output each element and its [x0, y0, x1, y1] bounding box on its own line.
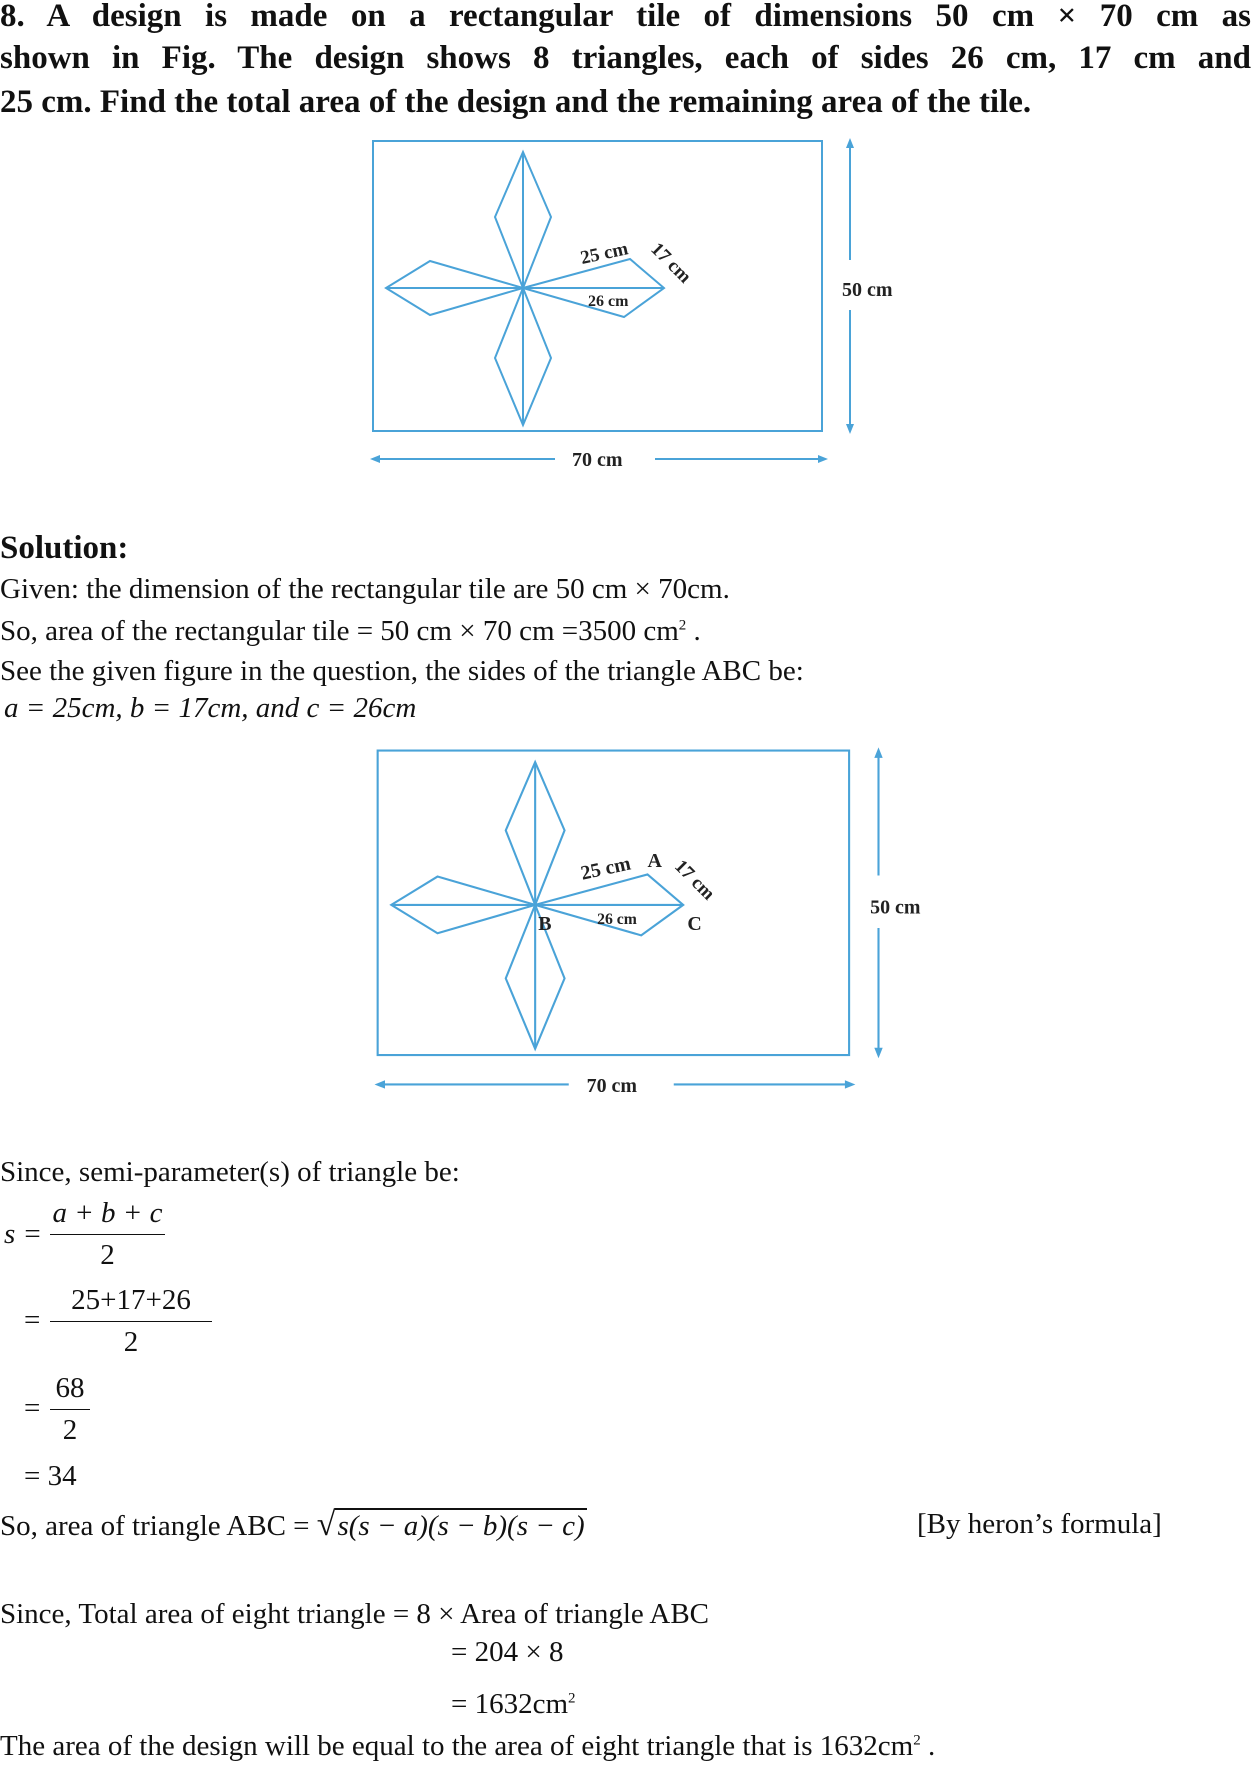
tile-figure-1 — [360, 130, 900, 470]
total-line — [0, 1600, 709, 1629]
tile-area-text — [0, 617, 701, 646]
conclusion — [0, 1732, 935, 1761]
numerator: a + b + c — [52, 1197, 163, 1229]
step-2-value: = 1632cm — [451, 1688, 569, 1720]
numerator: 25+17+26 — [71, 1284, 191, 1316]
s-value: = 34 — [24, 1460, 77, 1492]
label-25cm: 25 cm — [578, 852, 633, 885]
numerator: 68 — [55, 1372, 85, 1404]
fraction-1 — [50, 1197, 165, 1272]
label-50cm: 50 cm — [870, 896, 921, 919]
period: . — [920, 1730, 936, 1762]
semi-perimeter-intro: Since, semi-parameter(s) of triangle be: — [0, 1156, 460, 1188]
label-70cm: 70 cm — [572, 449, 623, 470]
equals: = — [24, 1304, 41, 1336]
sides-values: a = 25cm, b = 17cm, and c = 26cm — [4, 692, 417, 724]
vertex-a: A — [647, 850, 662, 873]
vertex-c: C — [687, 913, 702, 936]
label-70cm: 70 cm — [586, 1074, 637, 1096]
denominator: 2 — [62, 1414, 78, 1446]
question-line-2: shown in Fig. The design shows 8 triangles, each of sides 26 cm, 17 cm and — [0, 40, 1251, 76]
s-label: s = — [4, 1218, 43, 1250]
heron-note: [By heron’s formula] — [917, 1508, 1162, 1540]
fraction-3 — [50, 1372, 90, 1447]
flower-design — [391, 762, 683, 1049]
given-text: Given: the dimension of the rectangular tile are 50 cm × 70cm. — [0, 573, 730, 605]
heron-formula: s(s − a)(s − b)(s − c) — [337, 1510, 585, 1542]
total-lhs: Since, Total area of eight triangle = — [0, 1598, 417, 1630]
tile-figure-2 — [364, 739, 931, 1096]
label-17cm: 17 cm — [670, 855, 719, 905]
fraction-2 — [50, 1284, 212, 1359]
vertex-b: B — [538, 913, 552, 936]
exponent: 2 — [913, 1732, 921, 1749]
step-2 — [451, 1690, 576, 1719]
period: . — [686, 615, 701, 647]
exponent: 2 — [568, 1690, 576, 1707]
tile-area: So, area of the rectangular tile = 50 cm × 70 cm =3500 cm — [0, 615, 679, 647]
tile-rectangle — [373, 141, 822, 431]
flower-design — [386, 152, 664, 425]
denominator: 2 — [123, 1326, 139, 1358]
label-17cm: 17 cm — [646, 238, 696, 288]
question-line-3: 25 cm. Find the total area of the design and the remaining area of the tile. — [0, 84, 1032, 120]
question-line-1: 8. A design is made on a rectangular tile of dimensions 50 cm × 70 cm as — [0, 0, 1251, 34]
solution-heading: Solution: — [0, 530, 129, 566]
sides-intro: See the given figure in the question, the sides of the triangle ABC be: — [0, 655, 804, 687]
label-26cm: 26 cm — [597, 910, 637, 928]
label-25cm: 25 cm — [578, 238, 631, 269]
label-26cm: 26 cm — [588, 293, 629, 310]
total-rhs: 8 × Area of triangle ABC — [416, 1598, 710, 1630]
denominator: 2 — [100, 1239, 115, 1271]
exponent: 2 — [678, 617, 687, 634]
heron-lhs: So, area of triangle ABC = — [0, 1510, 317, 1542]
step-1: = 204 × 8 — [451, 1636, 564, 1668]
heron-line: So, area of triangle ABC = √s(s − a)(s − b)(s − c) — [0, 1506, 585, 1543]
equals: = — [24, 1392, 41, 1424]
conclusion-text: The area of the design will be equal to the area of eight triangle that is 1632cm — [0, 1730, 914, 1762]
label-50cm: 50 cm — [842, 279, 893, 301]
tile-rectangle — [378, 751, 849, 1056]
